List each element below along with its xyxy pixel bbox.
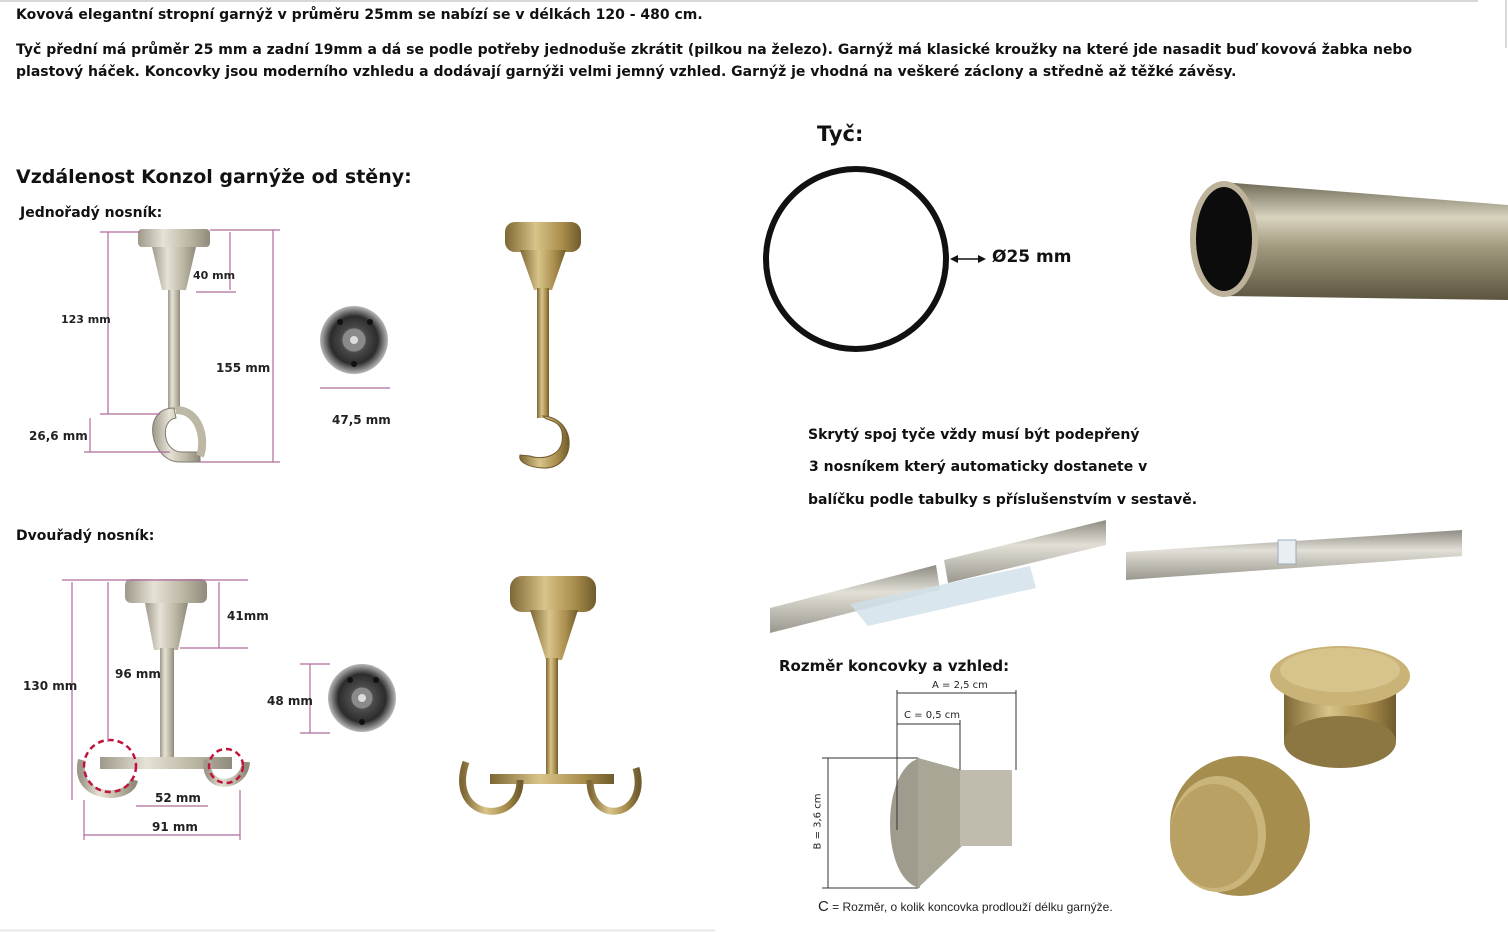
double-bracket-satin (81, 579, 246, 794)
rod-joint-photo-open (770, 520, 1106, 633)
dim-single-hook: 26,6 mm (29, 429, 88, 443)
distance-heading: Vzdálenost Konzol garnýže od stěny: (16, 166, 412, 188)
rod-heading: Tyč: (817, 122, 864, 146)
rod-diameter-label: Ø25 mm (992, 247, 1072, 267)
dim-single-stem: 123 mm (61, 313, 111, 326)
dim-double-top: 41mm (227, 609, 269, 623)
endcap-heading: Rozměr koncovky a vzhled: (779, 657, 1010, 675)
dim-double-total: 130 mm (23, 679, 78, 693)
rod-joint-photo-closed (1126, 530, 1462, 580)
dim-double-plate: 48 mm (267, 694, 313, 708)
single-bracket-brass (505, 222, 581, 468)
dim-single-top: 40 mm (193, 269, 236, 282)
rod-note-line-2: 3 nosníkem který automaticky dostanete v (809, 459, 1148, 475)
dim-double-outer: 91 mm (152, 820, 198, 834)
single-mount-plate (320, 306, 388, 374)
dim-double-stem: 96 mm (115, 667, 161, 681)
rod-tube-photo (1190, 181, 1508, 300)
endcap-dim-a: A = 2,5 cm (932, 680, 988, 691)
dim-single-total: 155 mm (216, 361, 271, 375)
endcap-caption (818, 898, 1113, 915)
endcap-dim-c: C = 0,5 cm (904, 710, 961, 721)
intro-paragraph: Tyč přední má průměr 25 mm a zadní 19mm a dá se podle potřeby jednoduše zkrátit (pilkou na železo). Garnýž má klasické kroužky na které jde nasadit buď kovová žabka nebo plastový háček. Koncovky jsou moderního vzhledu a dodávají garnýži velmi jemný vzhled. Garnýž je vhodná na veškeré záclony a středně až těžké závěsy. (16, 42, 1413, 80)
endcap-brass-photos (1170, 646, 1410, 896)
intro-line-1: Kovová elegantní stropní garnýž v průměru 25mm se nabízí se v délkách 120 - 480 cm. (16, 7, 703, 23)
endcap-caption-text: = Rozměr, o kolik koncovka prodlouží délku garnýže. (828, 900, 1113, 914)
double-bracket-brass (463, 576, 639, 811)
rod-note-line-1: Skrytý spoj tyče vždy musí být podepřený (808, 427, 1140, 443)
endcap-dim-b: B = 3,6 cm (812, 793, 824, 850)
single-bracket-label: Jednořadý nosník: (20, 205, 163, 221)
bottom-divider (0, 929, 715, 932)
rod-cross-section (766, 169, 986, 349)
double-bracket-label: Dvouřadý nosník: (16, 528, 155, 544)
single-bracket-satin (138, 229, 210, 462)
double-mount-plate (328, 664, 396, 732)
dim-single-plate: 47,5 mm (332, 413, 391, 427)
dim-double-inner: 52 mm (155, 791, 201, 805)
endcap-caption-letter: C (818, 898, 829, 915)
rod-note-line-3: balíčku podle tabulky s příslušenstvím v sestavě. (808, 492, 1198, 508)
